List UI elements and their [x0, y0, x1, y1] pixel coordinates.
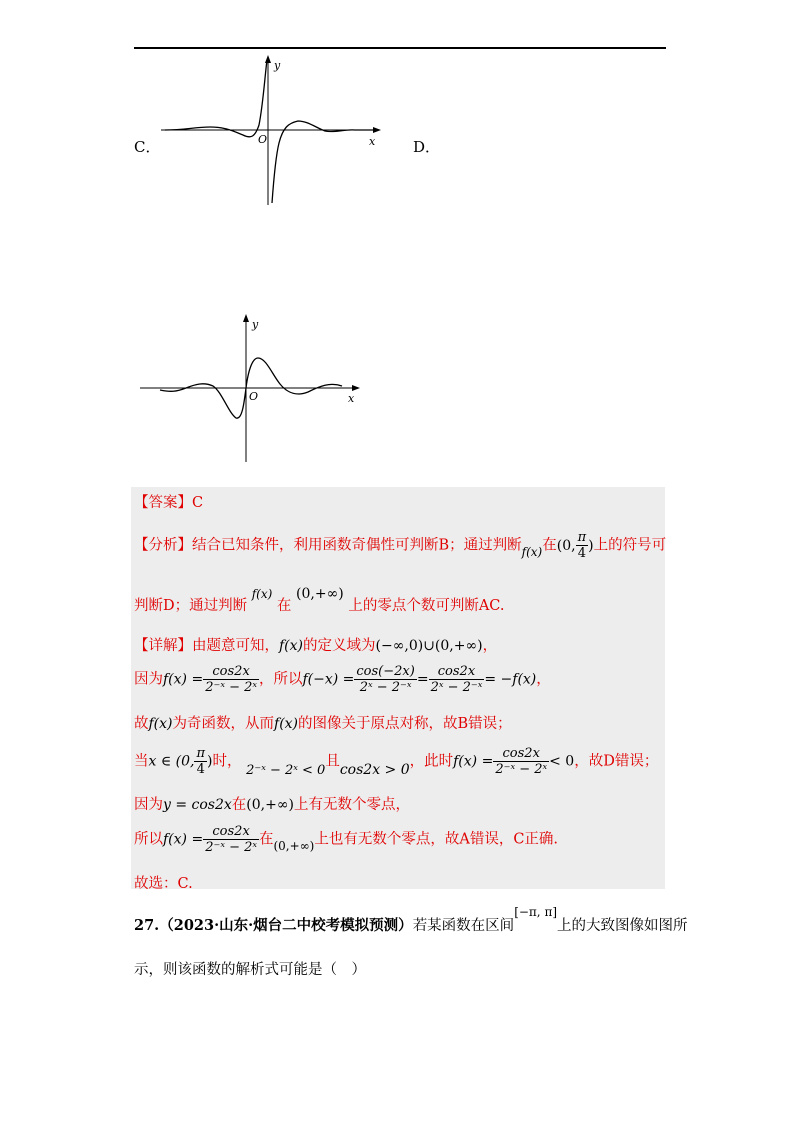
detail-line-3: [134, 712, 512, 733]
detail-line-5: [134, 793, 410, 814]
analysis-at-2: 在: [276, 598, 292, 614]
detail-text: ，此时: [409, 753, 454, 770]
detail-text: 且: [325, 753, 340, 770]
detail-line-7: 故选：C.: [134, 876, 193, 892]
y-expr: y = cos2x: [163, 797, 232, 813]
analysis-fx: f(x): [521, 544, 543, 559]
c-y-label: y: [274, 59, 281, 72]
detail-text: ，故D错误；: [574, 753, 659, 770]
detail-text: 故: [134, 716, 149, 732]
fraction-5: $\frac{\cos 2x}{\text{2⁻ˣ − 2ˣ}}$: [205, 824, 257, 855]
analysis-at: 在: [542, 537, 557, 554]
detail-text: 由题意可知，: [192, 638, 279, 654]
fx-def: f(x) =: [163, 671, 204, 688]
fraction-4: $\frac{\cos 2x}{\text{2⁻ˣ − 2ˣ}}$: [495, 746, 548, 777]
detail-text: ，所以: [258, 671, 303, 688]
detail-text: 因为: [134, 797, 163, 813]
d-origin-label: O: [249, 390, 259, 403]
option-d-label: D．: [413, 138, 441, 156]
detail-text: ，: [482, 638, 498, 654]
detail-text: 当: [134, 753, 149, 770]
detail-text: 的定义域为: [303, 638, 376, 654]
detail-line-6: [134, 824, 558, 855]
fraction-2: $\frac{\cos(-2x)}{\text{2ˣ − 2⁻ˣ}}$: [356, 664, 415, 695]
c-x-label: x: [369, 135, 376, 148]
f-minus-x: f(−x) =: [302, 671, 355, 688]
detail-text: 时，: [212, 753, 242, 770]
domain-expr: (−∞,0)∪(0,+∞): [375, 638, 483, 654]
detail-text: 上也有无数个零点，故A错误，C正确.: [314, 831, 559, 848]
analysis-line-2: [134, 586, 505, 615]
detail-fx: f(x): [274, 716, 299, 732]
question-source: （2023·山东·烟台二中校考模拟预测）: [159, 917, 413, 934]
answer-tag: 【答案】: [134, 495, 192, 511]
detail-text: 为奇函数，从而: [172, 716, 275, 732]
detail-tag: 【详解】: [134, 638, 192, 654]
ineq-1: 2⁻ˣ − 2ˣ < 0: [246, 762, 326, 778]
question-text-2: 上的大致图像如图所: [557, 918, 688, 934]
close-paren: ): [207, 753, 213, 770]
question-27-line-1: [134, 905, 688, 935]
ineq-2: cos2x > 0: [339, 761, 410, 778]
analysis-line-1: [134, 530, 666, 561]
detail-fx: f(x): [148, 716, 173, 732]
analysis-text-1: 结合已知条件，利用函数奇偶性可判断B；通过判断: [192, 537, 522, 554]
answer-value: C: [192, 495, 204, 511]
detail-text: 在: [258, 831, 274, 848]
equals: =: [416, 671, 429, 688]
interval: (0,+∞): [273, 838, 315, 853]
analysis-interval-2: (0,+∞): [296, 586, 344, 602]
question-interval: [−π, π]: [514, 905, 558, 919]
pi-over-4: $\frac{\pi}{4}$: [196, 746, 206, 777]
analysis-text-3: 判断D；通过判断: [134, 598, 248, 614]
answer-line: [134, 491, 203, 512]
detail-line-2: [134, 664, 551, 695]
detail-line-1: [134, 634, 497, 655]
x-in: x ∈ (0,: [148, 753, 195, 770]
lt-zero: < 0: [549, 753, 575, 770]
detail-fx: f(x): [279, 638, 304, 654]
detail-text: 因为: [134, 671, 163, 688]
question-number: 27.: [134, 917, 160, 934]
option-c-label: C．: [134, 138, 161, 156]
analysis-tag: 【分析】: [134, 537, 192, 554]
d-x-label: x: [348, 392, 355, 405]
fraction-3: $\frac{\cos 2x}{\text{2ˣ − 2⁻ˣ}}$: [430, 664, 483, 695]
c-origin-label: O: [258, 133, 268, 146]
interval: (0,+∞): [246, 797, 294, 813]
detail-text: 的图像关于原点对称，故B错误；: [298, 716, 512, 732]
fx-def: f(x) =: [453, 753, 494, 770]
option-d-graph: [138, 312, 363, 467]
detail-text: 所以: [134, 831, 163, 848]
analysis-fx-2: f(x): [251, 587, 273, 601]
fx-def: f(x) =: [163, 831, 204, 848]
analysis-text-4: 上的零点个数可判断AC.: [348, 598, 505, 614]
analysis-text-2: 上的符号可: [593, 537, 667, 554]
question-27-line-2: 示，则该函数的解析式可能是（ ）: [134, 962, 366, 978]
detail-text: 上有无数个零点，: [293, 797, 410, 813]
detail-text: ，: [536, 671, 551, 688]
option-c-graph: [155, 55, 385, 210]
d-y-label: y: [252, 318, 259, 331]
question-text-1: 若某函数在区间: [412, 918, 515, 934]
fraction-1: $\frac{\cos 2x}{\text{2⁻ˣ − 2ˣ}}$: [205, 664, 257, 695]
analysis-interval-1: (0, $\frac{\pi}{4}$ ): [556, 530, 594, 561]
neg-fx: = −f(x): [484, 671, 537, 688]
detail-text: 在: [231, 797, 247, 813]
top-rule: [134, 47, 666, 49]
detail-line-4: [134, 746, 658, 777]
